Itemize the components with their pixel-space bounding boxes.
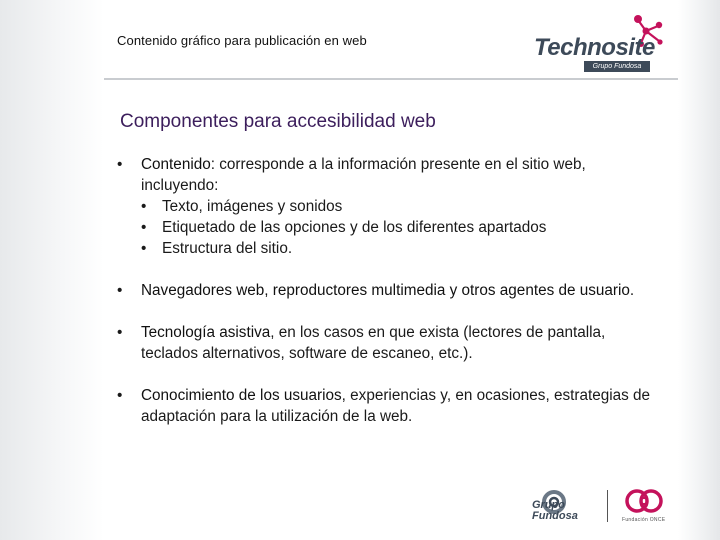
grupo-fundosa-line1: Grupo <box>532 499 565 511</box>
right-gradient-band <box>678 0 720 540</box>
fundacion-once-caption: Fundación ONCE <box>622 517 666 523</box>
sub-bullet-dot: • <box>141 219 147 236</box>
grupo-fundosa-line2: Fundosa <box>532 510 578 522</box>
bullet-dot: • <box>117 282 123 299</box>
slide-title: Componentes para accesibilidad web <box>120 111 436 132</box>
left-gradient-band <box>0 0 104 540</box>
bullet-text: . <box>629 282 635 299</box>
sub-bullet-text: Etiquetado de las opciones y de los diferentes apartados <box>162 219 547 236</box>
bullet-text: , experiencias y, en ocasiones, estrategias de adaptación para la utilización de la web. <box>141 387 651 425</box>
bullet-contenido <box>117 154 657 259</box>
sub-bullet-text: Estructura del sitio. <box>162 240 293 257</box>
sub-bullet-item <box>141 238 657 259</box>
sub-bullet-dot: • <box>141 240 147 257</box>
technosite-logo <box>532 14 672 72</box>
bullet-text: : corresponde a la información presente en el sitio web, incluyendo: <box>141 156 586 194</box>
footer-logos <box>528 486 674 528</box>
bullet-dot: • <box>117 156 123 173</box>
bullet-lead: Navegadores web, reproductores multimedia y otros agentes de usuario <box>141 282 630 299</box>
technosite-tagline: Grupo Fundosa <box>584 61 650 72</box>
sub-bullet-text: Texto, imágenes y sonidos <box>162 198 343 215</box>
bullet-tecnologia <box>117 322 657 364</box>
sub-bullet-dot: • <box>141 198 147 215</box>
bullet-lead: Conocimiento de los usuarios <box>141 387 342 404</box>
bullet-dot: • <box>117 387 123 404</box>
sub-bullet-list <box>141 196 657 259</box>
bullet-conocimiento <box>117 385 657 427</box>
bullet-text: , en los casos en que exista (lectores de pantalla, teclados alternativos, software de escaneo, etc.). <box>141 324 606 362</box>
header-subtitle: Contenido gráfico para publicación en web <box>117 33 367 48</box>
bullet-dot: • <box>117 324 123 341</box>
bullet-lead: Tecnología asistiva <box>141 324 271 341</box>
technosite-wordmark: Technosite <box>534 34 655 61</box>
bullet-list <box>117 154 657 448</box>
grupo-fundosa-text <box>532 500 578 522</box>
sub-bullet-item <box>141 217 657 238</box>
sub-bullet-item <box>141 196 657 217</box>
header-divider <box>104 78 678 80</box>
footer-divider <box>607 490 608 522</box>
fundacion-once-logo-icon <box>624 488 664 514</box>
bullet-navegadores <box>117 280 657 301</box>
bullet-lead: Contenido <box>141 156 211 173</box>
